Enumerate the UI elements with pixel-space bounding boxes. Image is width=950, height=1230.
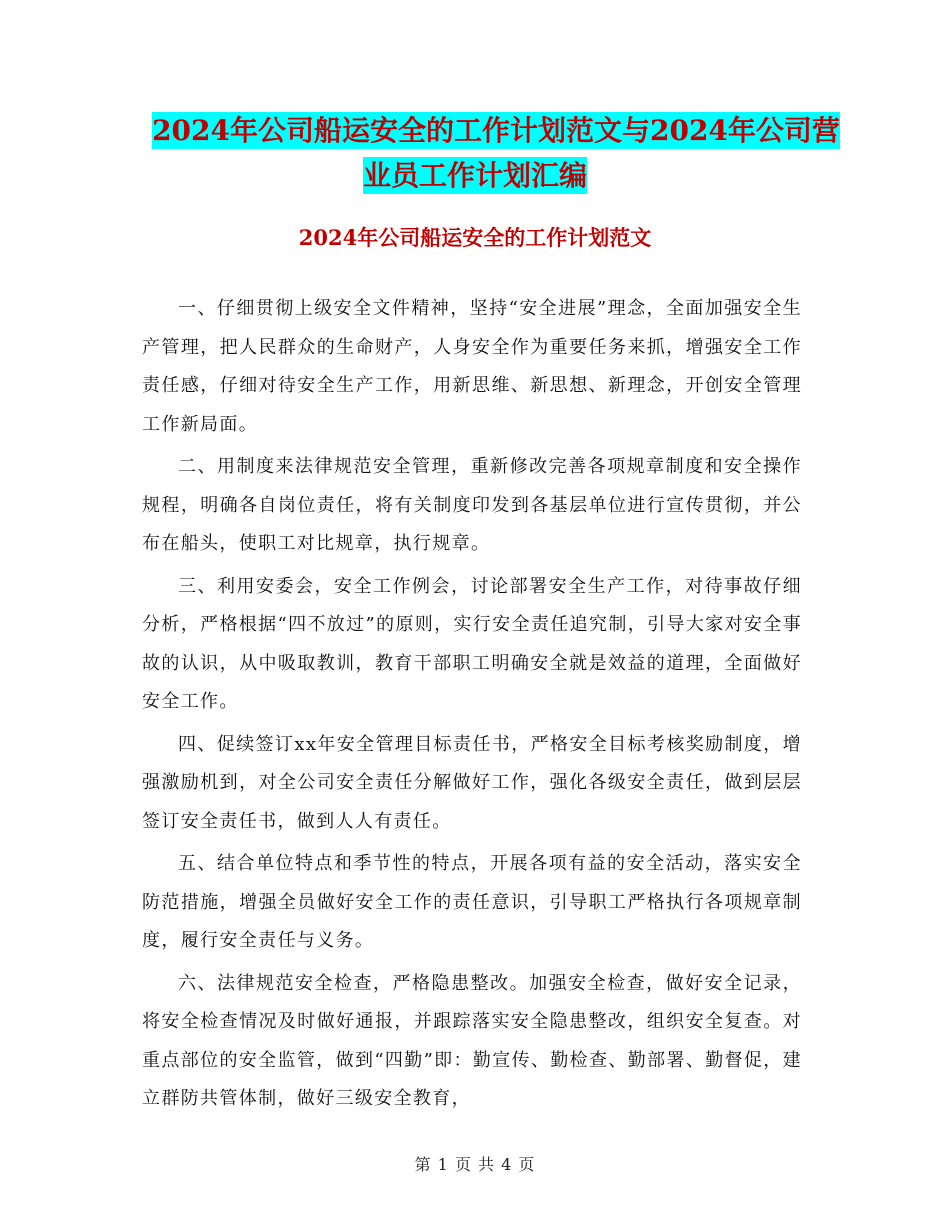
paragraph-3: 三、利用安委会，安全工作例会，讨论部署安全生产工作，对待事故仔细分析，严格根据“四不放过”的原则，实行安全责任追究制，引导大家对安全事故的认识，从中吸取教训，教育干部职工明确安全就是效益的道理，全面做好安全工作。	[142, 575, 802, 712]
document-title-line-2: 业员工作计划汇编	[362, 159, 587, 192]
page-footer: 第 1 页 共 4 页	[414, 1155, 536, 1174]
paragraph-4: 四、促续签订xx年安全管理目标责任书，严格安全目标考核奖励制度，增强激励机到，对全公司安全责任分解做好工作，强化各级安全责任，做到层层签订安全责任书，做到人人有责任。	[142, 733, 802, 832]
section-title: 2024年公司船运安全的工作计划范文	[298, 225, 652, 250]
document-title-line-1: 2024年公司船运安全的工作计划范文与2024年公司营	[152, 114, 840, 147]
document-title	[0, 108, 950, 198]
paragraph-2: 二、用制度来法律规范安全管理，重新修改完善各项规章制度和安全操作规程，明确各自岗位责任，将有关制度印发到各基层单位进行宣传贯彻，并公布在船头，使职工对比规章，执行规章。	[142, 456, 802, 554]
paragraph-1: 一、仔细贯彻上级安全文件精神，坚持“安全进展”理念，全面加强安全生产管理，把人民群众的生命财产，人身安全作为重要任务来抓，增强安全工作责任感，仔细对待安全生产工作，用新思维、新思想、新理念，开创安全管理工作新局面。	[142, 298, 802, 435]
paragraph-5: 五、结合单位特点和季节性的特点，开展各项有益的安全活动，落实安全防范措施，增强全员做好安全工作的责任意识，引导职工严格执行各项规章制度，履行安全责任与义务。	[142, 853, 802, 951]
paragraph-6: 六、法律规范安全检查，严格隐患整改。加强安全检查，做好安全记录，将安全检查情况及时做好通报，并跟踪落实安全隐患整改，组织安全复查。对重点部位的安全监管，做到“四勤”即：勤宣传、勤检查、勤部署、勤督促，建立群防共管体制，做好三级安全教育，	[142, 972, 802, 1109]
document-body	[142, 290, 802, 1123]
